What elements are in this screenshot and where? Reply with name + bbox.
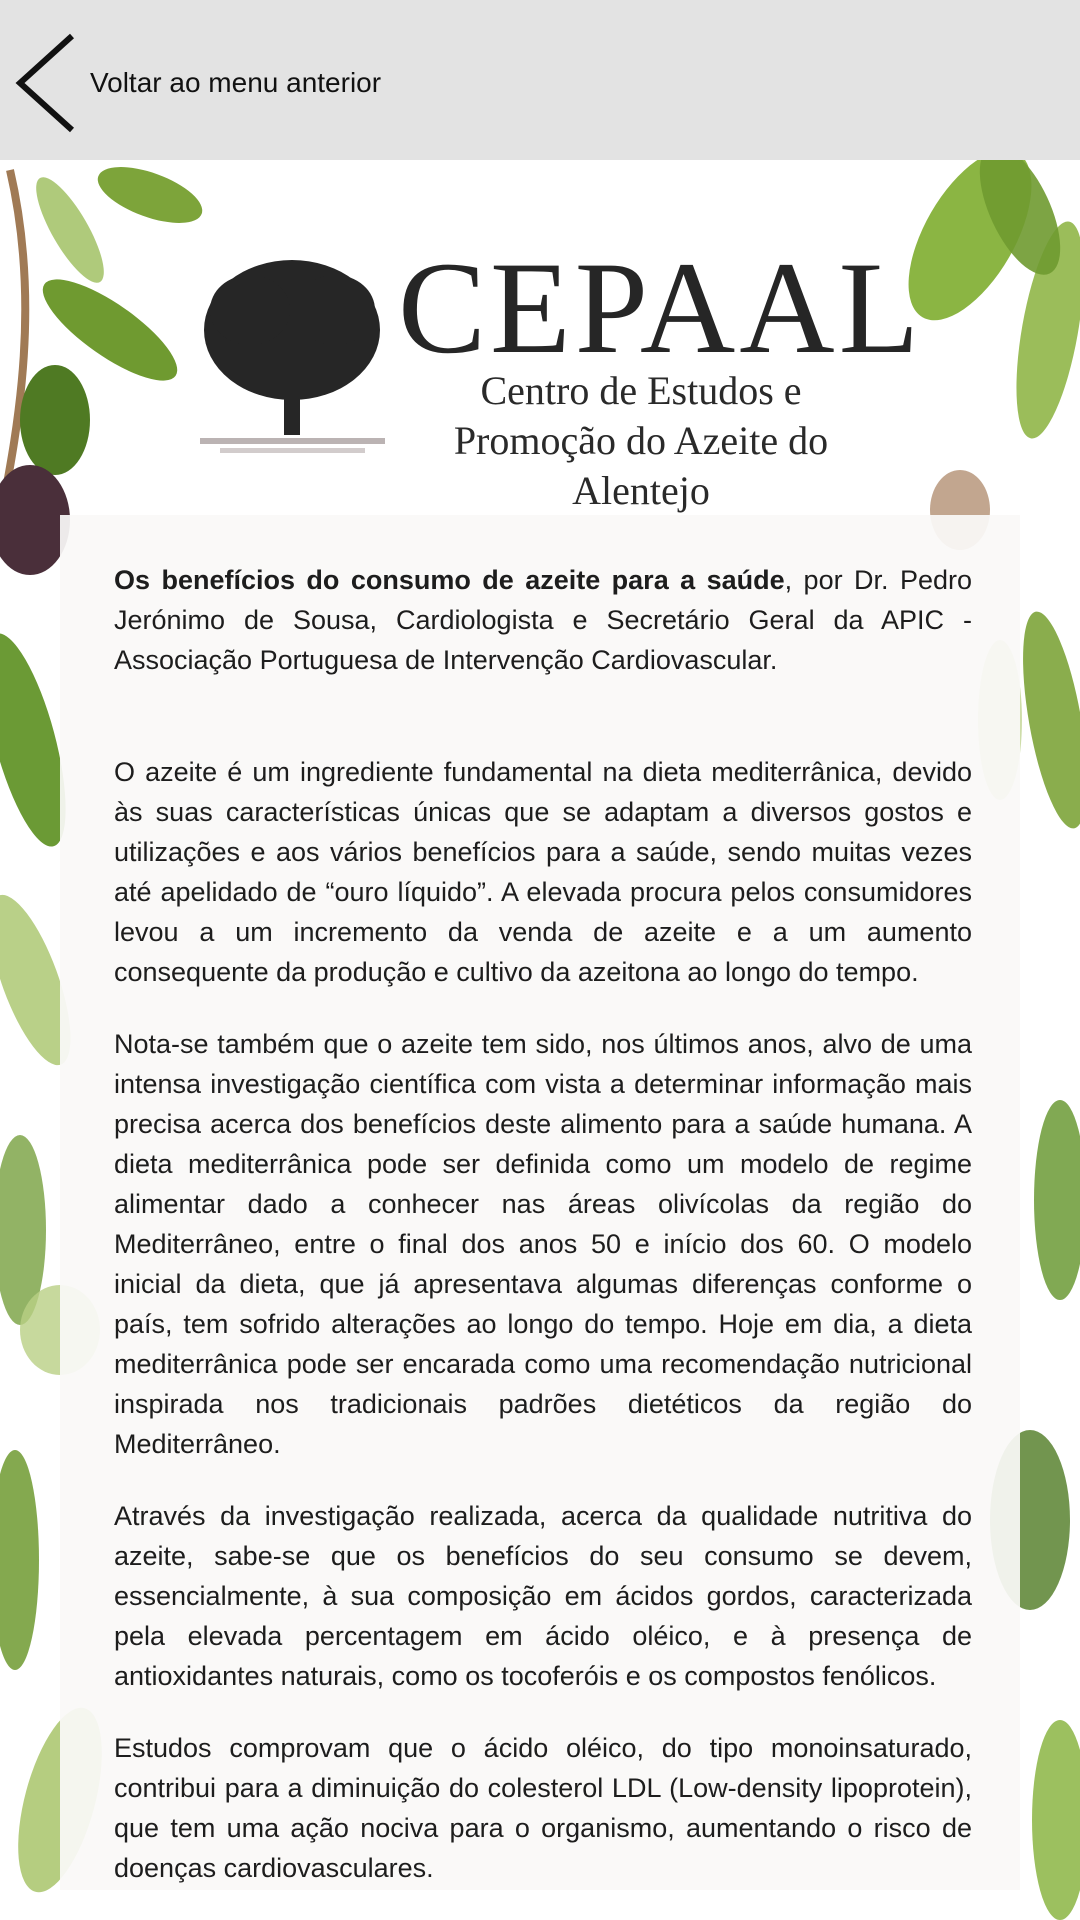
article-paragraph: Nota-se também que o azeite tem sido, nos últimos anos, alvo de uma intensa investigação científica com vista a determinar informação mais precisa acerca dos benefícios deste alimento para a saúde humana. A dieta mediterrânica pode ser definida como um modelo de regime alimentar dado a conhecer nas áreas olivícolas da região do Mediterrâneo, entre o final dos anos 50 e início dos 60. O modelo inicial da dieta, que já apresentava algumas diferenças conforme o país, tem sofrido alterações ao longo do tempo. Hoje em dia, a dieta mediterrânica pode ser encarada como uma recomendação nutricional inspirada nos tradicionais padrões dietéticos da região do Mediterrâneo. [114,1029,972,1459]
back-button-label: Voltar ao menu anterior [90,67,382,98]
article-paragraph: Estudos comprovam que o ácido oléico, do tipo monoinsaturado, contribui para a diminuição do colesterol LDL (Low-density lipoprotein), que tem uma ação nociva para o organismo, aumentando o risco de doenças cardiovasculares. [114,1733,972,1883]
article-paragraph: Através da investigação realizada, acerca da qualidade nutritiva do azeite, sabe-se que os benefícios do seu consumo se devem, essencialmente, à sua composição em ácidos gordos, caracterizada pela elevada percentagem em ácido oléico, e à presença de antioxidantes naturais, como os tocoferóis e os compostos fenólicos. [114,1501,972,1691]
logo-subtitle-line1: Centro de Estudos e [480,368,802,413]
top-bar [0,0,1080,160]
article-content [114,560,972,1890]
article-intro [114,560,972,680]
article-intro-title: Os benefícios do consumo de azeite para a saúde [114,565,785,595]
back-button[interactable] [10,28,430,138]
olive-tree-icon [200,250,385,460]
cepaal-logo [200,234,924,513]
article-paragraph: O azeite é um ingrediente fundamental na dieta mediterrânica, devido às suas características únicas que se adaptam a diversos gostos e utilizações e aos vários benefícios para a saúde, sendo muitas vezes até apelidado de “ouro líquido”. A elevada procura pelos consumidores levou a um incremento da venda de azeite e a um aumento consequente da produção e cultivo da azeitona ao longo do tempo. [114,757,972,987]
logo-subtitle [396,366,886,516]
logo-title: CEPAAL [398,234,924,381]
chevron-left-icon [10,30,80,136]
logo-subtitle-line2: Promoção do Azeite do Alentejo [453,418,829,513]
article-intro-author: , por Dr. Pedro Jerónimo de Sousa, Cardiologista e Secretário Geral da APIC - Associação Portuguesa de Intervenção Cardiovascular. [114,565,972,675]
article-card [60,515,1020,1890]
